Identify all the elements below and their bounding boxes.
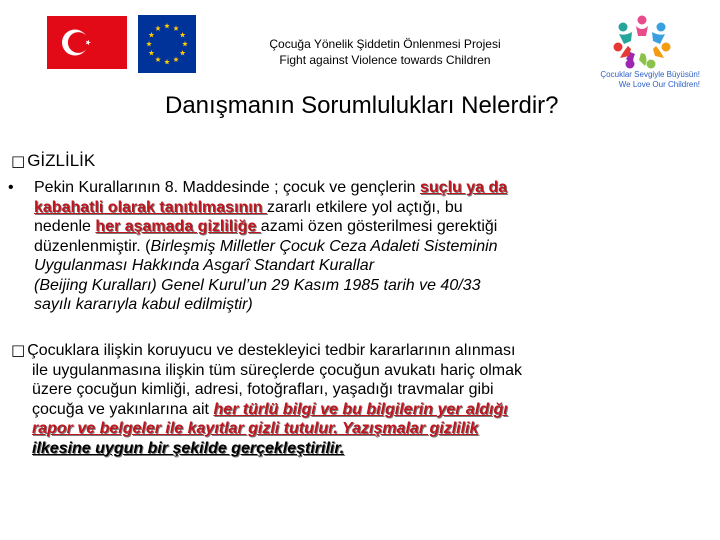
- para1-text: nedenle: [34, 218, 96, 235]
- citation-text: Birleşmiş Milletler Çocuk Ceza Adaleti Sisteminin: [150, 237, 498, 255]
- checkbox-bullet-icon: □: [11, 341, 26, 359]
- slogan-en: We Love Our Children!: [618, 80, 700, 89]
- section-heading: [11, 151, 95, 171]
- checkbox-bullet-icon: □: [11, 152, 26, 170]
- para1-text: zararlı etkilere yol açtığı, bu: [266, 198, 463, 216]
- project-title-en: Fight against Violence towards Children: [279, 53, 491, 67]
- slogan: [560, 70, 700, 90]
- para2-text: ile uygulanmasına ilişkin tüm süreçlerde çocuğun avukatı hariç olmak: [32, 361, 523, 379]
- page-title: Danışmanın Sorumlulukları Nelerdir?: [165, 92, 559, 119]
- emphasis-text: ilkesine uygun bir şekilde gerçekleştirilir.: [32, 439, 345, 457]
- citation-text: (Beijing Kuralları) Genel Kurul’un 29 Kasım 1985 tarih ve 40/33: [34, 276, 481, 294]
- highlight-text: suçlu ya da: [420, 179, 508, 196]
- bullet-icon: •: [8, 179, 14, 196]
- citation-text: sayılı kararıyla kabul edilmiştir): [34, 296, 253, 313]
- highlight-text: rapor ve belgeler ile kayıtlar gizli tutulur. Yazışmalar gizlilik: [32, 420, 479, 437]
- para1-text: Pekin Kurallarının 8. Maddesinde ; çocuk ve gençlerin: [34, 179, 420, 196]
- para2-text: Çocuklara ilişkin koruyucu ve destekleyici tedbir kararlarının alınması: [27, 342, 516, 359]
- paragraph-confidentiality: [8, 178, 648, 315]
- highlight-text: kabahatli olarak tanıtılmasının: [34, 198, 267, 216]
- citation-text: Uygulanması Hakkında Asgarî Standart Kurallar: [34, 257, 375, 274]
- para2-text: üzere çocuğun kimliği, adresi, fotoğrafları, yaşadığı travmalar gibi: [32, 381, 494, 398]
- paragraph-protective-measures: [11, 341, 661, 458]
- highlight-text: her aşamada gizliliğe: [95, 218, 261, 235]
- eu-flag: [138, 15, 196, 73]
- section-heading-text: GİZLİLİK: [27, 151, 96, 170]
- children-logo: [612, 14, 672, 70]
- para1-text: azami özen gösterilmesi gerektiği: [260, 218, 498, 235]
- para2-text: çocuğa ve yakınlarına ait: [32, 400, 214, 418]
- project-header: [230, 36, 540, 68]
- turkey-flag: [47, 16, 127, 69]
- highlight-text: her türlü bilgi ve bu bilgilerin yer aldığı: [213, 400, 508, 418]
- slogan-tr: Çocuklar Sevgiyle Büyüsün!: [600, 70, 700, 79]
- project-title-tr: Çocuğa Yönelik Şiddetin Önlenmesi Projesi: [269, 37, 501, 51]
- para1-text: düzenlenmiştir. (: [34, 237, 151, 255]
